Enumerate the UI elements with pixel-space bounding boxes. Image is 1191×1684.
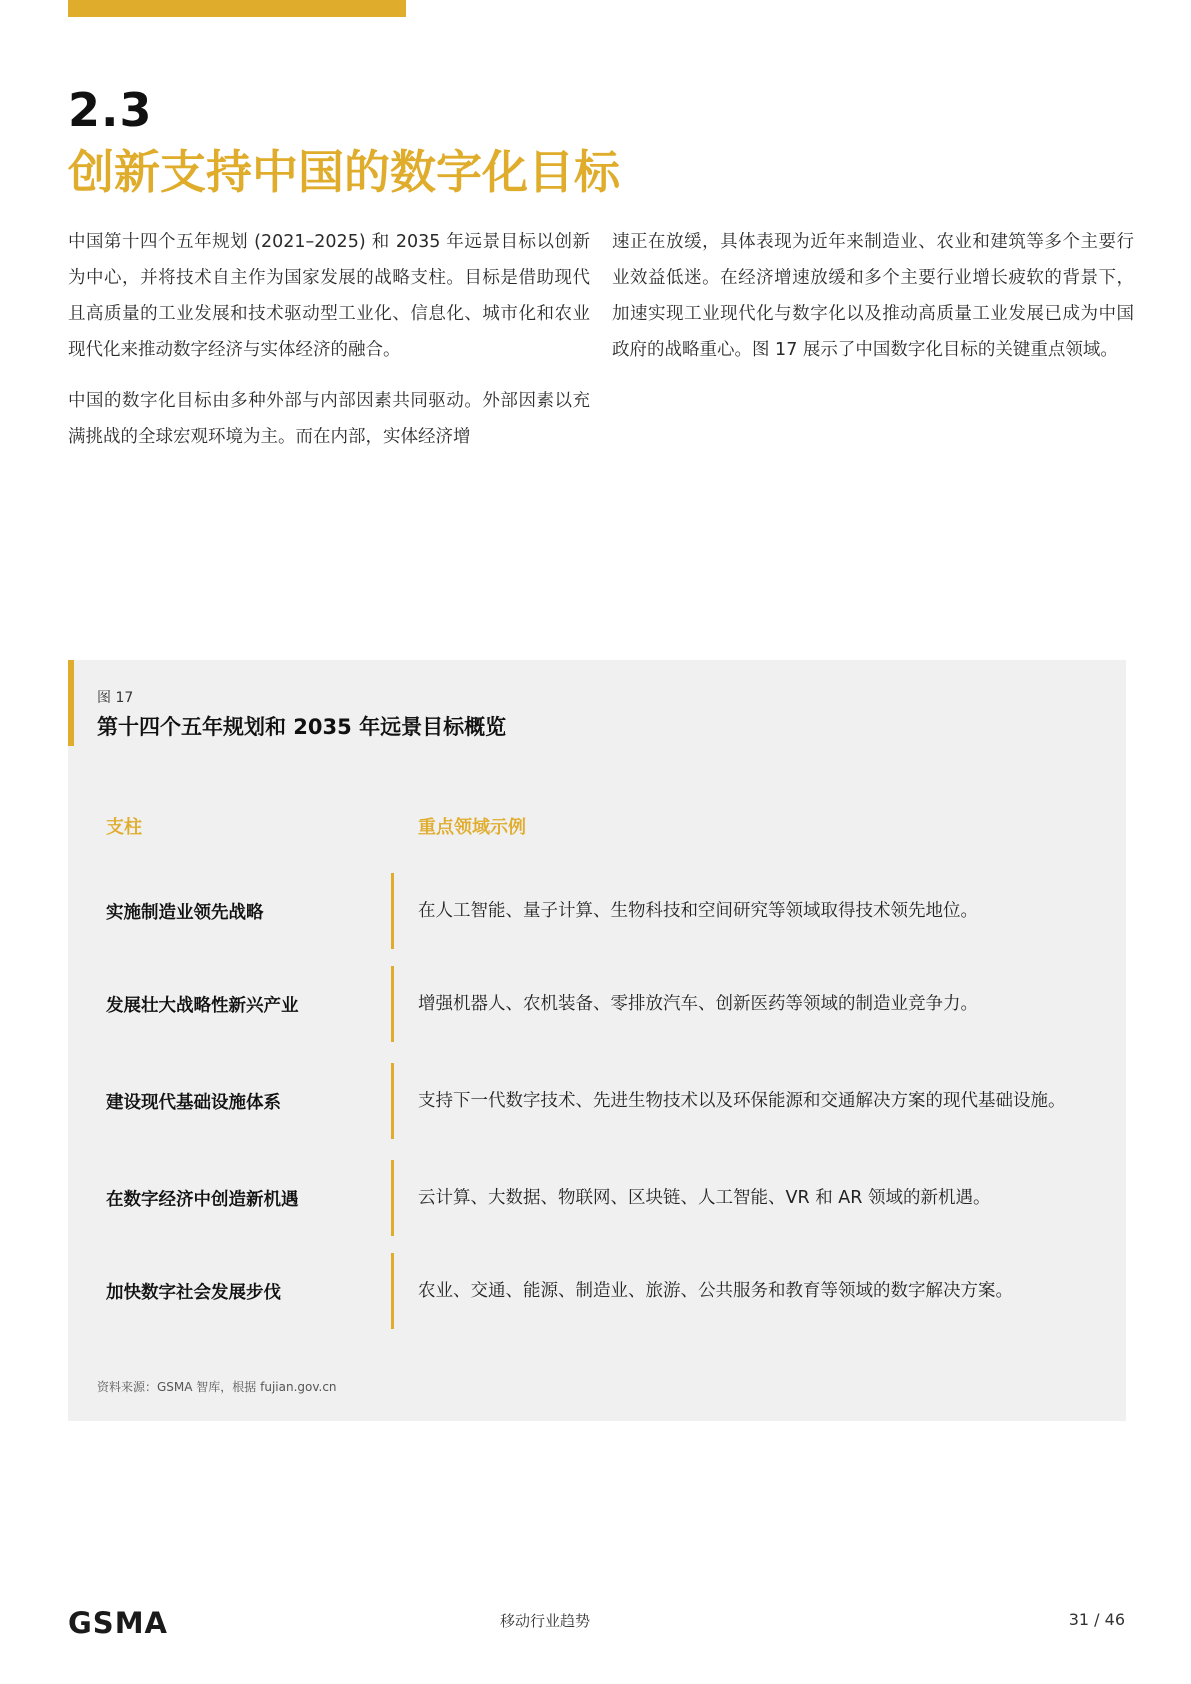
focus-cell: 农业、交通、能源、制造业、旅游、公共服务和教育等领域的数字解决方案。 (418, 1280, 1013, 1301)
footer-title: 移动行业趋势 (500, 1612, 591, 1630)
focus-cell: 云计算、大数据、物联网、区块链、人工智能、VR 和 AR 领域的新机遇。 (418, 1187, 991, 1208)
figure-source: 资料来源：GSMA 智库，根据 fujian.gov.cn (97, 1380, 337, 1394)
figure-accent-bar (68, 660, 74, 746)
body-column-left (68, 224, 590, 470)
pillar-cell: 在数字经济中创造新机遇 (106, 1189, 299, 1210)
focus-cell: 在人工智能、量子计算、生物科技和空间研究等领域取得技术领先地位。 (418, 900, 978, 921)
row-divider (391, 1253, 394, 1329)
row-divider (391, 966, 394, 1042)
pillar-cell: 实施制造业领先战略 (106, 902, 264, 923)
pillar-cell: 加快数字社会发展步伐 (106, 1282, 281, 1303)
figure-panel (68, 660, 1126, 1421)
row-divider (391, 873, 394, 949)
row-divider (391, 1160, 394, 1236)
paragraph: 中国的数字化目标由多种外部与内部因素共同驱动。外部因素以充满挑战的全球宏观环境为主。而在内部，实体经济增 (68, 391, 590, 447)
body-column-right (612, 224, 1134, 383)
gsma-logo: GSMA (68, 1606, 168, 1640)
table-row (68, 1160, 1126, 1236)
table-row (68, 1063, 1126, 1139)
paragraph: 速正在放缓，具体表现为近年来制造业、农业和建筑等多个主要行业效益低迷。在经济增速放缓和多个主要行业增长疲软的背景下，加速实现工业现代化与数字化以及推动高质量工业发展已成为中国政府的战略重心。图 17 展示了中国数字化目标的关键重点领域。 (612, 232, 1134, 360)
table-row (68, 873, 1126, 949)
figure-title: 第十四个五年规划和 2035 年远景目标概览 (97, 715, 507, 739)
row-divider (391, 1063, 394, 1139)
section-number: 2.3 (68, 83, 153, 137)
section-title: 创新支持中国的数字化目标 (68, 145, 620, 199)
column-header-pillar: 支柱 (106, 817, 142, 838)
top-accent-bar (68, 0, 406, 17)
focus-cell: 支持下一代数字技术、先进生物技术以及环保能源和交通解决方案的现代基础设施。 (418, 1090, 1066, 1111)
paragraph: 中国第十四个五年规划 (2021–2025) 和 2035 年远景目标以创新为中心，并将技术自主作为国家发展的战略支柱。目标是借助现代且高质量的工业发展和技术驱动型工业化、信息化、城市化和农业现代化来推动数字经济与实体经济的融合。 (68, 232, 590, 360)
table-row (68, 1253, 1126, 1329)
table-row (68, 966, 1126, 1042)
figure-label: 图 17 (97, 690, 134, 706)
pillar-cell: 建设现代基础设施体系 (106, 1092, 281, 1113)
focus-cell: 增强机器人、农机装备、零排放汽车、创新医药等领域的制造业竞争力。 (418, 993, 978, 1014)
pillar-cell: 发展壮大战略性新兴产业 (106, 995, 299, 1016)
page-number: 31 / 46 (1068, 1610, 1125, 1629)
column-header-focus: 重点领域示例 (418, 817, 526, 838)
